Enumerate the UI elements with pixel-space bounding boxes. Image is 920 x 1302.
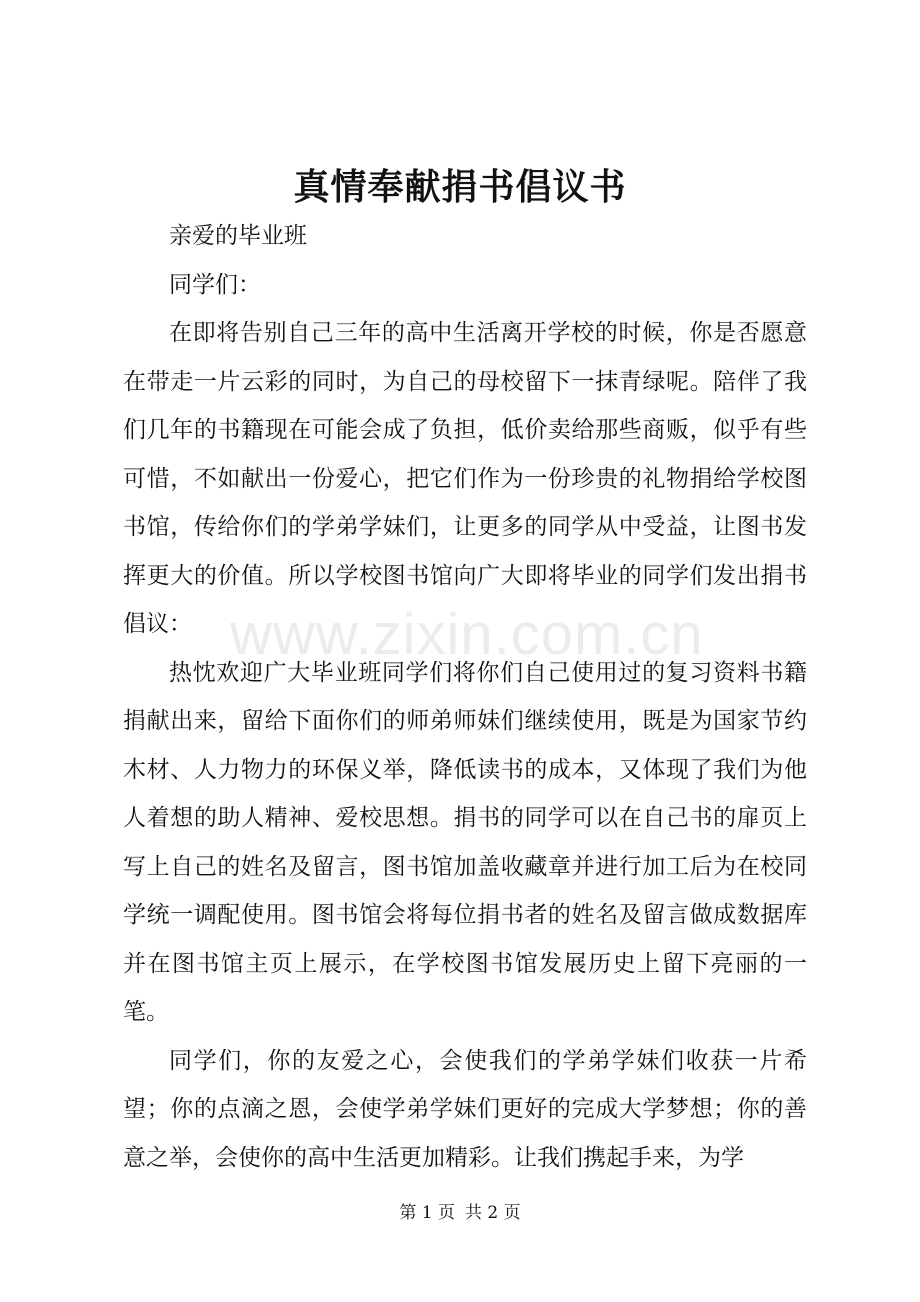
salutation-line-2: 同学们： — [169, 271, 261, 298]
document-body — [123, 212, 807, 1182]
watermark: www.zixin.com.cn — [230, 602, 704, 667]
page-total: 共 2 页 — [465, 1203, 521, 1223]
paragraph-1: 在即将告别自己三年的高中生活离开学校的时候，你是否愿意在带走一片云彩的同时，为自己的母校留下一抹青绿呢。陪伴了我们几年的书籍现在可能会成了负担，低价卖给那些商贩，似乎有些可惜，不如献出一份爱心，把它们作为一份珍贵的礼物捐给学校图书馆，传给你们的学弟学妹们，让更多的同学从中受益，让图书发挥更大的价值。所以学校图书馆向广大即将毕业的同学们发出捐书倡议： — [123, 320, 807, 637]
page-number: 第 1 页 — [399, 1203, 455, 1223]
page-footer — [0, 1198, 920, 1228]
salutation-line-1: 亲爱的毕业班 — [169, 223, 307, 249]
paragraph-3: 同学们，你的友爱之心，会使我们的学弟学妹们收获一片希望；你的点滴之恩，会使学弟学妹们更好的完成大学梦想；你的善意之举，会使你的高中生活更加精彩。让我们携起手来，为学 — [123, 1047, 807, 1171]
paragraph-2: 热忱欢迎广大毕业班同学们将你们自己使用过的复习资料书籍捐献出来，留给下面你们的师弟师妹们继续使用，既是为国家节约木材、人力物力的环保义举，降低读书的成本，又体现了我们为他人着想的助人精神、爱校思想。捐书的同学可以在自己书的扉页上写上自己的姓名及留言，图书馆加盖收藏章并进行加工后为在校同学统一调配使用。图书馆会将每位捐书者的姓名及留言做成数据库并在图书馆主页上展示，在学校图书馆发展历史上留下亮丽的一笔。 — [123, 659, 807, 1025]
document-title: 真情奉献捐书倡议书 — [293, 166, 627, 208]
